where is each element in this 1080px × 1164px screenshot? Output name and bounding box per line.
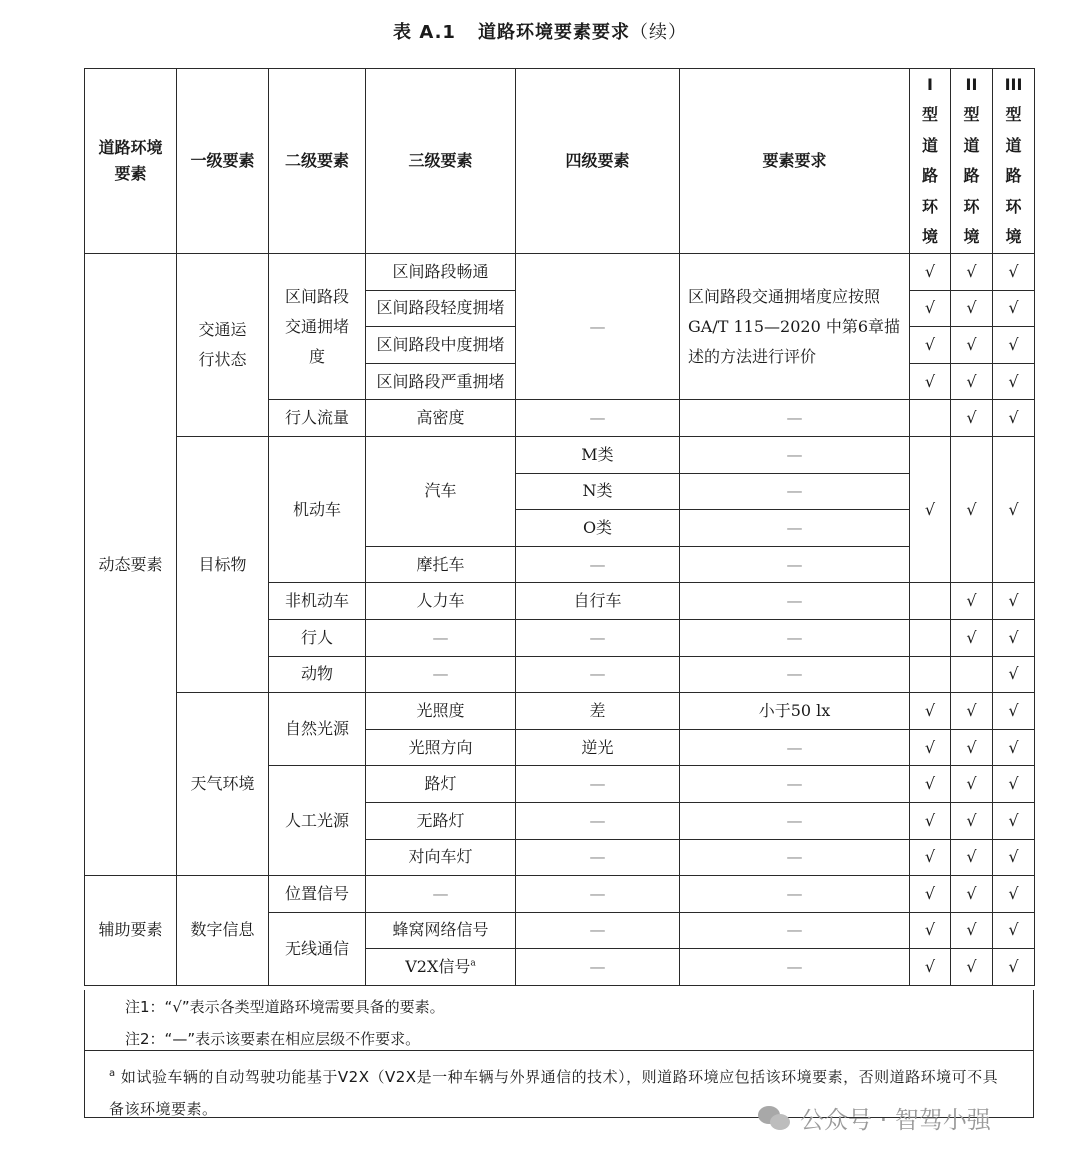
check-mark: √ [993, 693, 1035, 730]
check-mark: √ [993, 766, 1035, 803]
check-mark: √ [910, 766, 951, 803]
cell-targets: 目标物 [177, 436, 269, 692]
cell-dash: — [680, 510, 910, 547]
cell-dash: — [516, 839, 680, 876]
cell-empty [910, 656, 951, 693]
table-continued: （续） [629, 22, 687, 43]
check-mark: √ [951, 363, 993, 400]
cell-empty [910, 400, 951, 437]
cell-dynamic: 动态要素 [85, 254, 177, 876]
header-level4: 四级要素 [516, 69, 680, 254]
cell-digital: 数字信息 [177, 876, 269, 986]
check-mark: √ [951, 583, 993, 620]
cell-traffic-state: 交通运行状态 [177, 254, 269, 437]
footnote: $^a$ 如试验车辆的自动驾驶功能基于V2X（V2X是一种车辆与外界通信的技术），则道路环境应包括该环境要素，否则道路环境可不具备该环境要素。 [109, 1068, 999, 1118]
cell-position-signal: 位置信号 [269, 876, 366, 913]
cell-poor: 差 [516, 693, 680, 730]
cell-empty [951, 656, 993, 693]
table-row [85, 693, 1035, 730]
check-mark: √ [993, 254, 1035, 291]
cell-dash: — [680, 400, 910, 437]
cell-dash: — [516, 949, 680, 986]
cell-light-direction: 光照方向 [366, 729, 516, 766]
cell-wireless: 无线通信 [269, 912, 366, 985]
cell-dash: — [680, 802, 910, 839]
check-mark: √ [993, 656, 1035, 693]
check-mark: √ [910, 949, 951, 986]
cell-high-density: 高密度 [366, 400, 516, 437]
wechat-icon [758, 1104, 792, 1132]
cell-dash: — [680, 839, 910, 876]
check-mark: √ [993, 912, 1035, 949]
check-mark: √ [951, 839, 993, 876]
check-mark: √ [993, 400, 1035, 437]
check-mark: √ [910, 876, 951, 913]
header-requirement: 要素要求 [680, 69, 910, 254]
header-row [85, 69, 1035, 254]
check-mark: √ [993, 949, 1035, 986]
table-row [85, 876, 1035, 913]
cell-dash: — [516, 619, 680, 656]
watermark [758, 1100, 991, 1135]
check-mark: √ [993, 583, 1035, 620]
check-mark: √ [951, 802, 993, 839]
cell-m-class: M类 [516, 436, 680, 473]
check-mark: √ [910, 290, 951, 327]
check-mark: √ [993, 363, 1035, 400]
header-env: 道路环境要素 [85, 69, 177, 254]
check-mark: √ [993, 839, 1035, 876]
check-mark: √ [993, 729, 1035, 766]
notes-divider [85, 1050, 1033, 1051]
cell-dash: — [516, 912, 680, 949]
check-mark: √ [951, 254, 993, 291]
check-mark: √ [993, 290, 1035, 327]
cell-empty [910, 583, 951, 620]
check-mark: √ [993, 876, 1035, 913]
road-environment-table [84, 68, 1035, 986]
header-type2: II型道路环境 [951, 69, 993, 254]
cell-congestion-req: 区间路段交通拥堵度应按照GA/T 115—2020 中第6章描述的方法进行评价 [680, 254, 910, 400]
check-mark: √ [993, 619, 1035, 656]
note-1: 注1：“√”表示各类型道路环境需要具备的要素。 [125, 998, 445, 1016]
table-row [85, 436, 1035, 473]
header-level3: 三级要素 [366, 69, 516, 254]
table-number: 表 A.1 [393, 22, 456, 43]
cell-auxiliary: 辅助要素 [85, 876, 177, 986]
check-mark: √ [951, 912, 993, 949]
check-mark: √ [910, 802, 951, 839]
cell-dash: — [516, 254, 680, 400]
check-mark: √ [993, 802, 1035, 839]
cell-dash: — [516, 802, 680, 839]
cell-heavy-jam: 区间路段严重拥堵 [366, 363, 516, 400]
check-mark: √ [951, 876, 993, 913]
cell-section-congestion: 区间路段交通拥堵度 [269, 254, 366, 400]
cell-dash: — [516, 876, 680, 913]
check-mark: √ [910, 436, 951, 582]
cell-empty [910, 619, 951, 656]
check-mark: √ [951, 290, 993, 327]
cell-car: 汽车 [366, 436, 516, 546]
cell-dash: — [680, 583, 910, 620]
cell-animal: 动物 [269, 656, 366, 693]
cell-o-class: O类 [516, 510, 680, 547]
cell-weather: 天气环境 [177, 693, 269, 876]
cell-natural-light: 自然光源 [269, 693, 366, 766]
cell-dash: — [680, 546, 910, 583]
watermark-text: 公众号 · 智驾小强 [800, 1106, 991, 1134]
check-mark: √ [910, 327, 951, 364]
check-mark: √ [993, 327, 1035, 364]
header-level2: 二级要素 [269, 69, 366, 254]
cell-n-class: N类 [516, 473, 680, 510]
cell-light-jam: 区间路段轻度拥堵 [366, 290, 516, 327]
header-level1: 一级要素 [177, 69, 269, 254]
check-mark: √ [951, 436, 993, 582]
header-type1: I型道路环境 [910, 69, 951, 254]
header-type3: III型道路环境 [993, 69, 1035, 254]
cell-motorcycle: 摩托车 [366, 546, 516, 583]
cell-dash: — [680, 876, 910, 913]
cell-human-powered: 人力车 [366, 583, 516, 620]
table-title [0, 18, 1080, 44]
check-mark: √ [910, 912, 951, 949]
cell-dash: — [366, 656, 516, 693]
cell-cellular: 蜂窝网络信号 [366, 912, 516, 949]
check-mark: √ [910, 693, 951, 730]
cell-pedestrian: 行人 [269, 619, 366, 656]
cell-dash: — [516, 766, 680, 803]
cell-dash: — [680, 729, 910, 766]
cell-dash: — [516, 546, 680, 583]
cell-oncoming-light: 对向车灯 [366, 839, 516, 876]
check-mark: √ [951, 949, 993, 986]
check-mark: √ [910, 363, 951, 400]
cell-dash: — [680, 949, 910, 986]
cell-v2x: V2X信号$^a$ [366, 949, 516, 986]
cell-lux-req: 小于50 lx [680, 693, 910, 730]
cell-street-light: 路灯 [366, 766, 516, 803]
check-mark: √ [910, 254, 951, 291]
cell-motor-vehicle: 机动车 [269, 436, 366, 582]
cell-non-motor: 非机动车 [269, 583, 366, 620]
table-caption: 道路环境要素要求 [477, 22, 630, 43]
check-mark: √ [910, 839, 951, 876]
cell-dash: — [366, 876, 516, 913]
cell-dash: — [680, 766, 910, 803]
check-mark: √ [993, 436, 1035, 582]
check-mark: √ [951, 619, 993, 656]
cell-dash: — [366, 619, 516, 656]
cell-dash: — [516, 400, 680, 437]
cell-illuminance: 光照度 [366, 693, 516, 730]
check-mark: √ [910, 729, 951, 766]
table-notes [84, 990, 1034, 1118]
cell-backlight: 逆光 [516, 729, 680, 766]
note-2: 注2：“—”表示该要素在相应层级不作要求。 [125, 1030, 421, 1048]
cell-dash: — [516, 656, 680, 693]
check-mark: √ [951, 327, 993, 364]
cell-dash: — [680, 656, 910, 693]
check-mark: √ [951, 693, 993, 730]
cell-pedestrian-flow: 行人流量 [269, 400, 366, 437]
cell-smooth: 区间路段畅通 [366, 254, 516, 291]
cell-dash: — [680, 473, 910, 510]
check-mark: √ [951, 729, 993, 766]
cell-medium-jam: 区间路段中度拥堵 [366, 327, 516, 364]
cell-no-street-light: 无路灯 [366, 802, 516, 839]
table-row [85, 254, 1035, 291]
cell-artificial-light: 人工光源 [269, 766, 366, 876]
cell-bicycle: 自行车 [516, 583, 680, 620]
cell-dash: — [680, 912, 910, 949]
check-mark: √ [951, 400, 993, 437]
cell-dash: — [680, 436, 910, 473]
check-mark: √ [951, 766, 993, 803]
cell-dash: — [680, 619, 910, 656]
